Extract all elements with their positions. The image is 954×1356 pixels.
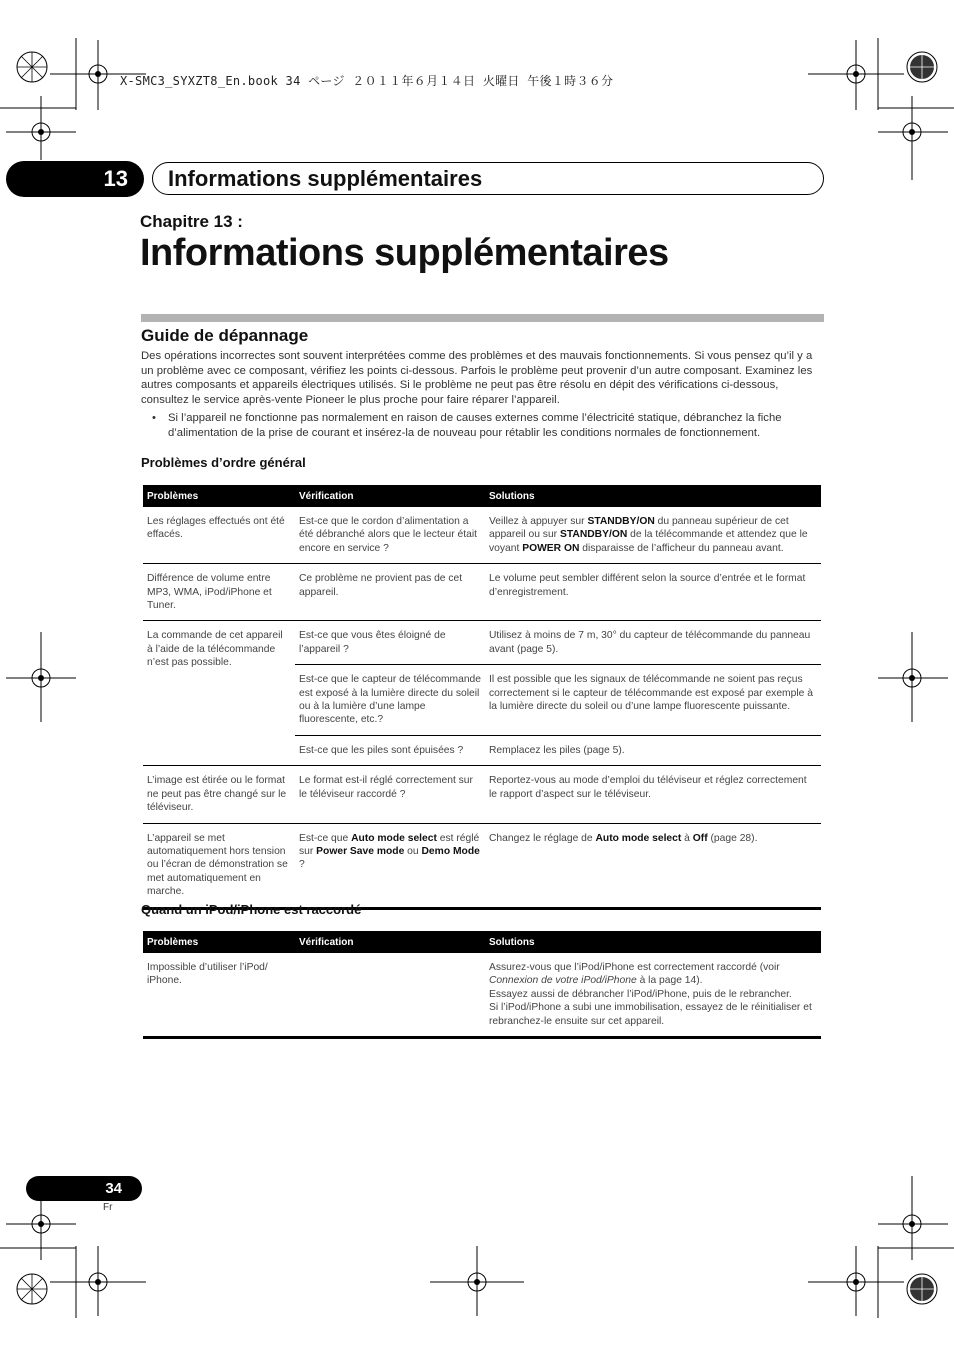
bullet-text: Si l’appareil ne fonctionne pas normalement en raison de causes externes comme l’électricité statique, débranchez la fiche d’alimentation de la prise de courant et insérez-la de nouveau pour rétablir les conditions normales de fonctionnement. (168, 412, 782, 439)
chapter-number-badge: 13 (6, 161, 144, 197)
table-row (143, 564, 821, 621)
table-row (143, 823, 821, 908)
solution-cell: Utilisez à moins de 7 m, 30° du capteur de télécommande du panneau avant (page 5). (485, 621, 821, 665)
problem-cell: L’image est étirée ou le format ne peut pas être changé sur le téléviseur. (143, 766, 295, 823)
column-header-check: Vérification (295, 485, 485, 507)
solution-cell: Veillez à appuyer sur STANDBY/ON du panneau supérieur de cet appareil ou sur STANDBY/ON de la télécommande et attendez que le voyant POWER ON disparaisse de l’afficheur du panneau avant. (489, 516, 808, 554)
section-rule (141, 314, 824, 322)
page-number-badge: 34 (26, 1176, 142, 1201)
table-row (143, 766, 821, 823)
problem-cell: La commande de cet appareil à l’aide de la télécommande n’est pas possible. (143, 621, 295, 766)
solution-cell: Changez le réglage de Auto mode select à Off (page 28). (485, 823, 821, 908)
general-problems-table (143, 485, 821, 910)
table-row (143, 953, 821, 1038)
ipod-problems-table (143, 931, 821, 1039)
chapter-label: Chapitre 13 : (140, 212, 243, 231)
column-header-problems: Problèmes (143, 931, 295, 953)
check-cell (295, 953, 485, 1038)
check-cell: Est-ce que les piles sont épuisées ? (295, 735, 485, 765)
bullet-item (152, 411, 824, 440)
problem-cell: Différence de volume entre MP3, WMA, iPod/iPhone et Tuner. (143, 564, 295, 621)
chapter-title: Informations supplémentaires (140, 232, 669, 274)
bullet-icon: • (152, 412, 156, 424)
column-header-solutions: Solutions (485, 931, 821, 953)
check-cell: Est-ce que le capteur de télécommande est exposé à la lumière directe du soleil ou à la lumière d’une lampe fluorescente, etc.? (295, 665, 485, 736)
running-header-title: Informations supplémentaires (152, 162, 824, 195)
check-cell: Ce problème ne provient pas de cet appareil. (295, 564, 485, 621)
check-cell: Est-ce que vous êtes éloigné de l’appareil ? (295, 621, 485, 665)
column-header-problems: Problèmes (143, 485, 295, 507)
column-header-check: Vérification (295, 931, 485, 953)
section-title: Guide de dépannage (141, 326, 309, 345)
check-cell: Est-ce que Auto mode select est réglé sur Power Save mode ou Demo Mode ? (295, 823, 485, 908)
column-header-solutions: Solutions (485, 485, 821, 507)
check-cell: Le format est-il réglé correctement sur le téléviseur raccordé ? (295, 766, 485, 823)
problem-cell: Les réglages effectués ont été effacés. (147, 516, 285, 541)
problem-cell: Impossible d’utiliser l’iPod/ iPhone. (143, 953, 295, 1038)
intro-paragraph: Des opérations incorrectes sont souvent interprétées comme des problèmes et des mauvais fonctionnements. Si vous pensez qu’il y a un problème avec ce composant, vérifiez les points ci-dessous. Parfois le problème peut provenir d’un autre composant. Examinez les autres composants et appareils électriques utilisés. Si le problème ne peut pas être résolu en dépit des vérifications ci-dessous, consultez le service après-vente Pioneer le plus proche pour faire réparer l’appareil. (141, 350, 813, 406)
check-cell: Est-ce que le cordon d’alimentation a été débranché alors que le lecteur était encore en service ? (299, 516, 478, 554)
print-info-line: X-SMC3_SYXZT8_En.book 34 ページ ２０１１年６月１４日 火曜日 午後１時３６分 (120, 74, 614, 88)
cross-reference: Connexion de votre iPod/iPhone (489, 975, 637, 987)
problem-cell: L’appareil se met automatiquement hors tension ou l’écran de démonstration se met automatiquement en marche. (143, 823, 295, 908)
table-row (143, 621, 821, 665)
solution-cell: Le volume peut sembler différent selon la source d’entrée et le format d’enregistrement. (485, 564, 821, 621)
solution-cell: Assurez-vous que l’iPod/iPhone est correctement raccordé (voir Connexion de votre iPod/iPhone à la page 14). Essayez aussi de débrancher l’iPod/iPhone, puis de le rebrancher. Si l’iPod/iPhone a subi une immobilisation, essayez de le réinitialiser et rebranchez-le ensuite sur cet appareil. (485, 953, 821, 1038)
table-row (143, 507, 821, 564)
ipod-problems-title: Quand un iPod/iPhone est raccordé (141, 902, 362, 917)
language-code: Fr (103, 1202, 113, 1213)
solution-cell: Il est possible que les signaux de télécommande ne soient pas reçus correctement si le capteur de télécommande est exposé par exemple à la lumière directe du soleil ou d’une lampe fluorescente puissante. (485, 665, 821, 736)
general-problems-title: Problèmes d’ordre général (141, 455, 306, 470)
solution-cell: Reportez-vous au mode d’emploi du téléviseur et réglez correctement le rapport d’aspect sur le téléviseur. (485, 766, 821, 823)
solution-cell: Remplacez les piles (page 5). (485, 735, 821, 765)
